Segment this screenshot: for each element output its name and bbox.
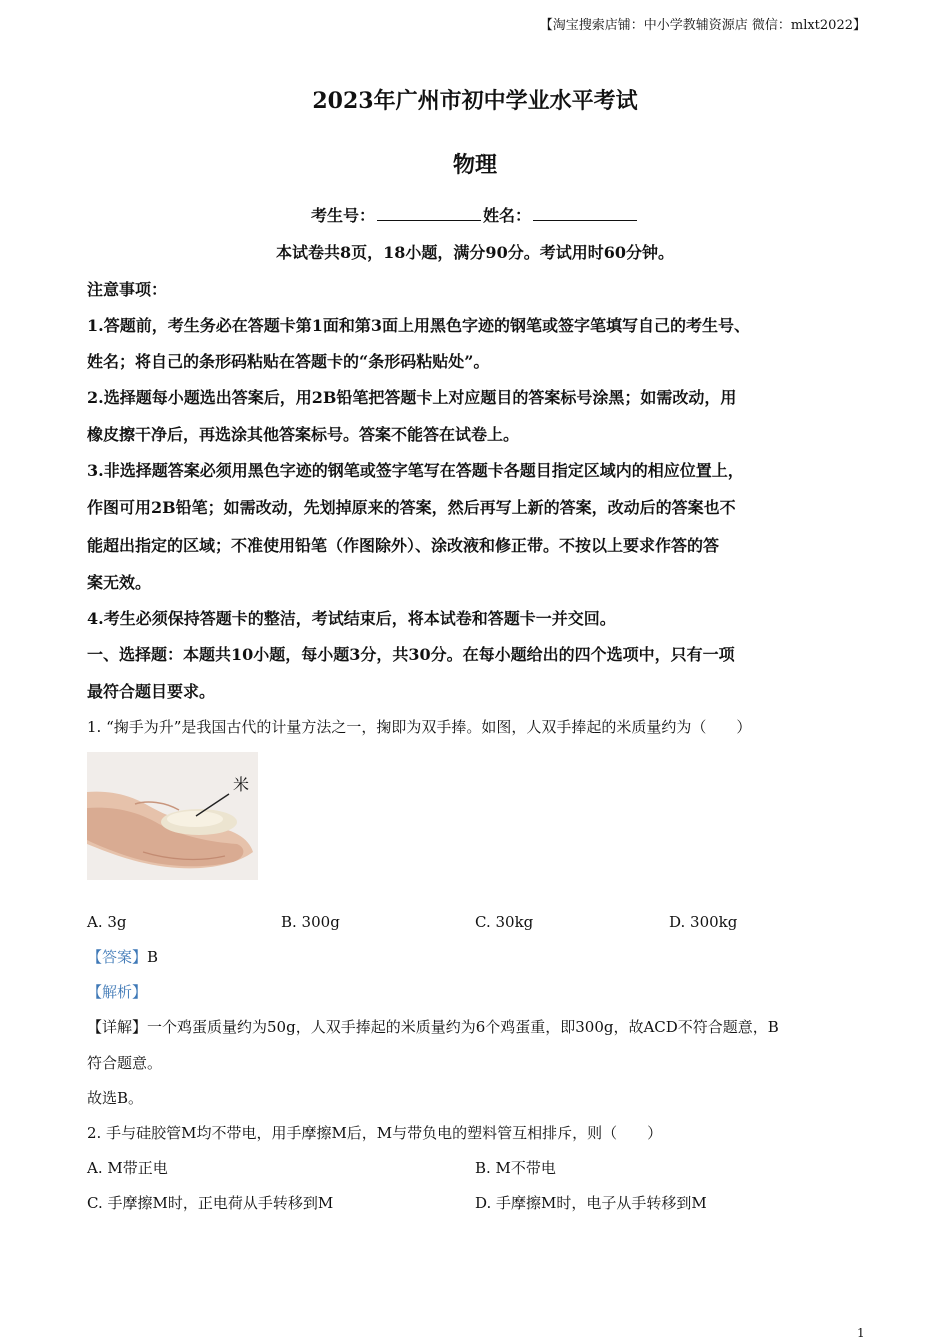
exam-info: 本试卷共8页，18小题，满分90分。考试用时60分钟。 xyxy=(276,243,674,262)
answer-value: B xyxy=(147,948,159,966)
page-title: 2023年广州市初中学业水平考试 xyxy=(312,88,638,114)
answer-tag: 【答案】 xyxy=(87,948,148,966)
rice-hands-image xyxy=(87,752,258,880)
q1-detail-cont: 符合题意。 xyxy=(87,1054,163,1072)
q1-option-c[interactable]: C. 30kg xyxy=(475,913,534,931)
q1-answer xyxy=(87,940,877,975)
q1-option-b[interactable]: B. 300g xyxy=(281,913,340,931)
q1-option-a[interactable]: A. 3g xyxy=(87,913,127,931)
q1-stem: 1. “掬手为升”是我国古代的计量方法之一，掬即为双手捧。如图，人双手捧起的米质量约为（ ） xyxy=(87,718,752,736)
notice-line: 4.考生必须保持答题卡的整洁，考试结束后，将本试卷和答题卡一并交回。 xyxy=(87,609,616,628)
notice-line: 案无效。 xyxy=(87,573,152,592)
section-heading-cont: 最符合题目要求。 xyxy=(87,682,216,701)
rice-label: 米 xyxy=(233,775,250,794)
section-heading: 一、选择题：本题共10小题，每小题3分，共30分。在每小题给出的四个选项中，只有一项 xyxy=(87,645,735,664)
q2-option-b[interactable]: B. M不带电 xyxy=(475,1159,556,1177)
notice-line: 能超出指定的区域；不准使用铅笔（作图除外）、涂改液和修正带。不按以上要求作答的答 xyxy=(87,536,720,555)
notice-line: 1.答题前，考生务必在答题卡第1面和第3面上用黑色字迹的钢笔或签字笔填写自己的考生号、 xyxy=(87,316,750,335)
notice-line: 作图可用2B铅笔；如需改动，先划掉原来的答案，然后再写上新的答案，改动后的答案也不 xyxy=(87,498,736,517)
q2-option-d[interactable]: D. 手摩擦M时，电子从手转移到M xyxy=(475,1194,707,1212)
notice-line: 3.非选择题答案必须用黑色字迹的钢笔或签字笔写在答题卡各题目指定区域内的相应位置上， xyxy=(87,461,744,480)
header-note: 【淘宝搜索店铺：中小学教辅资源店 微信：mlxt2022】 xyxy=(539,18,866,33)
q1-option-d[interactable]: D. 300kg xyxy=(669,913,738,931)
notice-line: 姓名；将自己的条形码粘贴在答题卡的“条形码粘贴处”。 xyxy=(87,352,490,371)
candidate-id-label: 考生号： xyxy=(310,206,375,225)
page-number: 1 xyxy=(857,1326,865,1340)
q2-option-c[interactable]: C. 手摩擦M时，正电荷从手转移到M xyxy=(87,1194,334,1212)
candidate-name-label: 姓名： xyxy=(483,206,532,225)
candidate-name-blank[interactable] xyxy=(533,206,637,221)
subject-title: 物理 xyxy=(452,152,497,178)
q1-analysis-tag: 【解析】 xyxy=(87,983,148,1001)
q1-detail: 【详解】一个鸡蛋质量约为50g，人双手捧起的米质量约为6个鸡蛋重，即300g，故ACD不符合题意，B xyxy=(87,1018,779,1036)
notice-heading: 注意事项： xyxy=(87,280,168,299)
candidate-id-blank[interactable] xyxy=(377,206,481,221)
candidate-fields xyxy=(0,203,950,226)
q2-stem: 2. 手与硅胶管M均不带电，用手摩擦M后，M与带负电的塑料管互相排斥，则（ ） xyxy=(87,1124,663,1142)
q2-option-a[interactable]: A. M带正电 xyxy=(87,1159,168,1177)
notice-line: 橡皮擦干净后，再选涂其他答案标号。答案不能答在试卷上。 xyxy=(87,425,520,444)
notice-line: 2.选择题每小题选出答案后，用2B铅笔把答题卡上对应题目的答案标号涂黑；如需改动，用 xyxy=(87,388,737,407)
q1-conclusion: 故选B。 xyxy=(87,1089,144,1107)
